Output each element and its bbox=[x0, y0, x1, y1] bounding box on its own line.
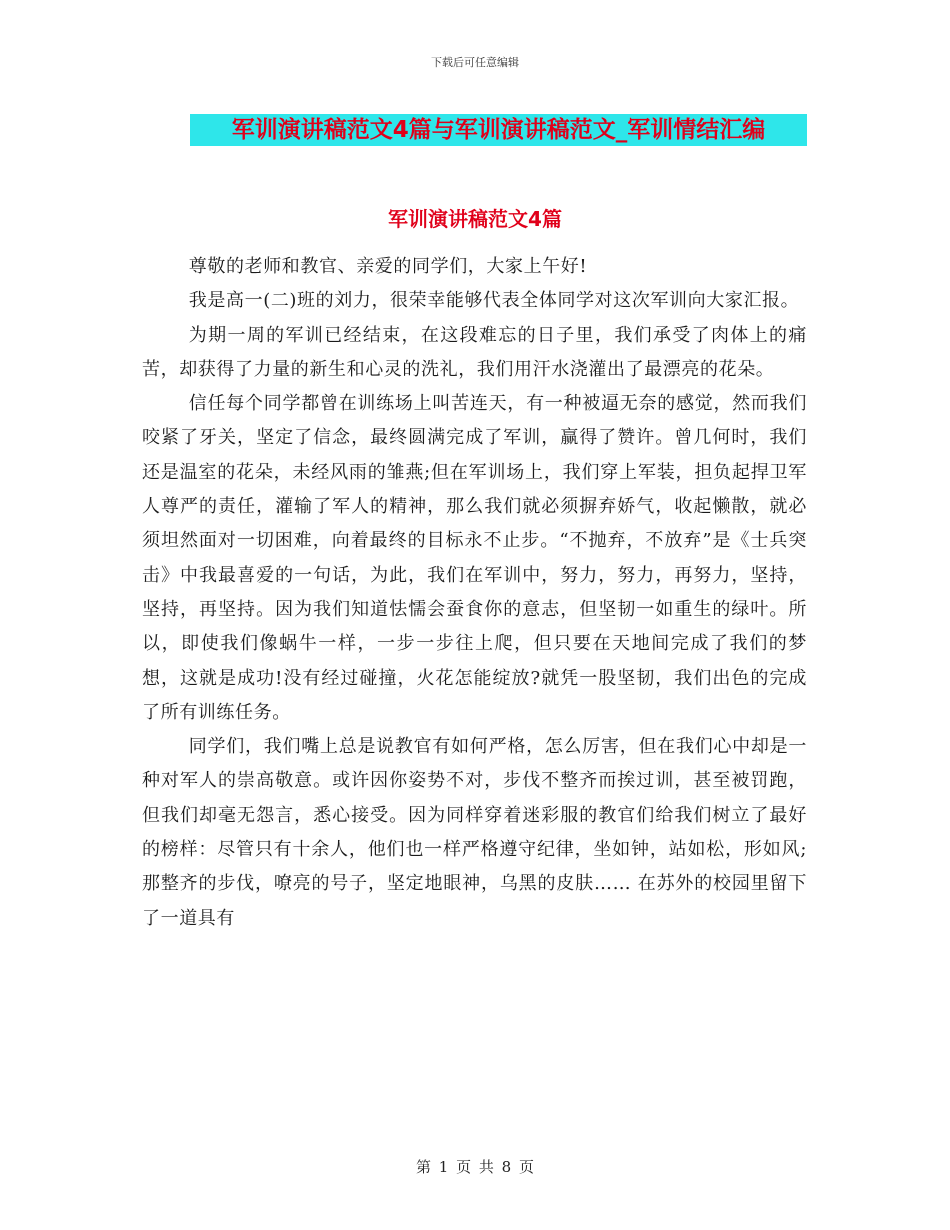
section-title: 军训演讲稿范文4篇 bbox=[388, 207, 562, 231]
paragraph-intro: 我是高一(二)班的刘力，很荣幸能够代表全体同学对这次军训向大家汇报。 bbox=[188, 290, 800, 312]
paragraph-instructors: 同学们，我们嘴上总是说教官有如何严格，怎么厉害，但在我们心中却是一种对军人的崇高敬意。或许因你姿势不对，步伐不整齐而挨过训，甚至被罚跑，但我们却毫无怨言，悉心接受。因为同样穿着迷彩服的教官们给我们树立了最好的榜样：尽管只有十余人，他们也一样严格遵守纪律，坐如钟，站如松，形如风;那整齐的步伐，嘹亮的号子，坚定地眼神，乌黑的皮肤…… 在苏外的校园里留下了一道具有 bbox=[142, 736, 807, 929]
page-header-note: 下载后可任意编辑 bbox=[431, 56, 519, 69]
paragraph-experience: 信任每个同学都曾在训练场上叫苦连天，有一种被逼无奈的感觉，然而我们咬紧了牙关，坚定了信念，最终圆满完成了军训，赢得了赞许。曾几何时，我们还是温室的花朵，未经风雨的雏燕;但在军训场上，我们穿上军装，担负起捍卫军人尊严的责任，灌输了军人的精神，那么我们就必须摒弃娇气，收起懒散，就必须坦然面对一切困难，向着最终的目标永不止步。“不抛弃，不放弃”是《士兵突击》中我最喜爱的一句话，为此，我们在军训中，努力，努力，再努力，坚持，坚持，再坚持。因为我们知道怯懦会蚕食你的意志，但坚韧一如重生的绿叶。所以，即使我们像蜗牛一样，一步一步往上爬，但只要在天地间完成了我们的梦想，这就是成功!没有经过碰撞，火花怎能绽放?就凭一股坚韧，我们出色的完成了所有训练任务。 bbox=[142, 393, 807, 723]
paragraph-greeting: 尊敬的老师和教官、亲爱的同学们，大家上午好! bbox=[188, 256, 588, 277]
document-body bbox=[142, 250, 807, 936]
paragraph-summary: 为期一周的军训已经结束，在这段难忘的日子里，我们承受了肉体上的痛苦，却获得了力量的新生和心灵的洗礼，我们用汗水浇灌出了最漂亮的花朵。 bbox=[142, 324, 807, 380]
document-title: 军训演讲稿范文4篇与军训演讲稿范文_军训情结汇编 bbox=[190, 114, 807, 146]
page-number-footer: 第 1 页 共 8 页 bbox=[416, 1158, 534, 1176]
